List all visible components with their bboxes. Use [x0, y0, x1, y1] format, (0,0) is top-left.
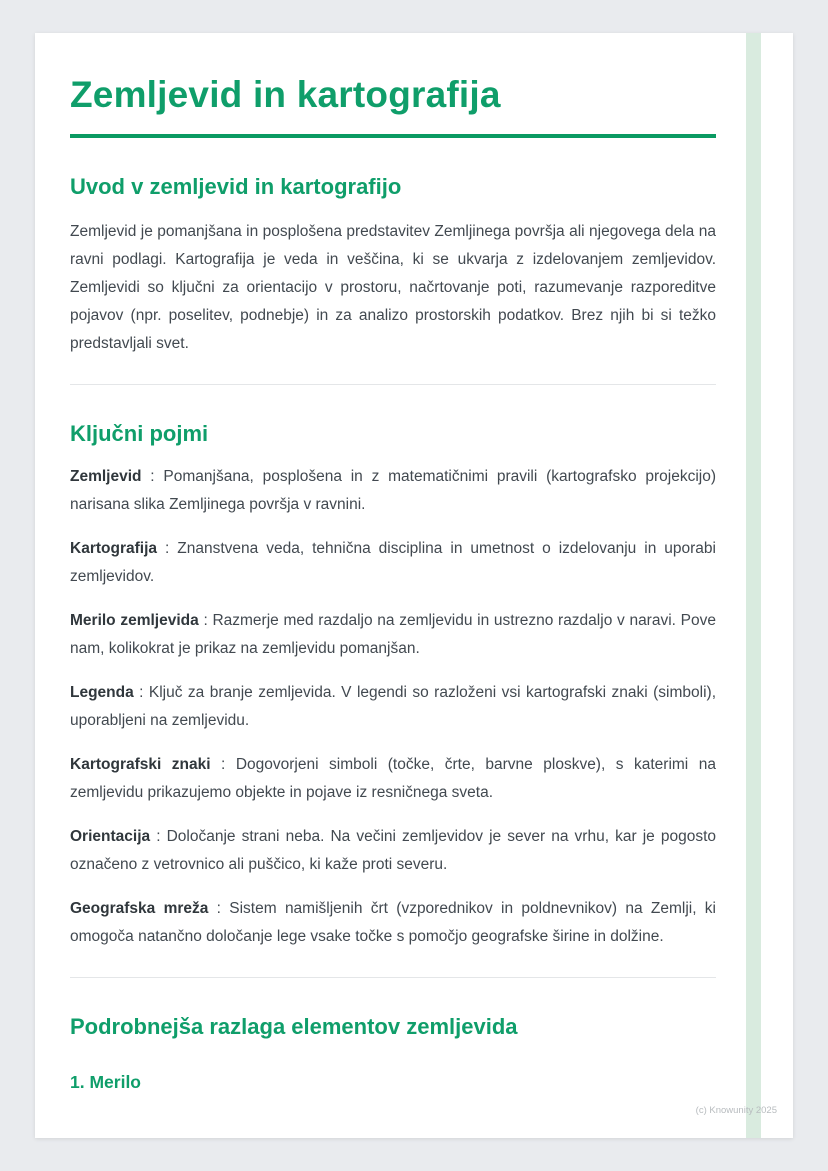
definition-term: Merilo zemljevida	[70, 611, 199, 629]
definition-item-geografska-mreza	[70, 895, 716, 951]
definition-text: : Znanstvena veda, tehnična disciplina in umetnost o izdelovanju in uporabi zemljevidov.	[70, 539, 716, 585]
section-heading-key-terms: Ključni pojmi	[70, 420, 209, 446]
definition-item-zemljevid	[70, 463, 716, 519]
definition-item-kartografija	[70, 535, 716, 591]
intro-paragraph: Zemljevid je pomanjšana in posplošena predstavitev Zemljinega površja ali njegovega dela na ravni podlagi. Kartografija je veda in veščina, ki se ukvarja z izdelovanjem zemljevidov. Zemljevidi so ključni za orientacijo v prostoru, načrtovanje poti, razumevanje razporeditve pojavov (npr. poselitev, podnebje) in za analizo prostorskih podatkov. Brez njih bi si težko predstavljali svet.	[70, 222, 716, 352]
right-accent-strip	[746, 33, 761, 1138]
definition-text: : Pomanjšana, posplošena in z matematičnimi pravili (kartografsko projekcijo) narisana slika Zemljinega površja v ravnini.	[70, 467, 716, 513]
definition-term: Orientacija	[70, 827, 151, 845]
copyright-footer: (c) Knowunity 2025	[695, 1105, 777, 1116]
subsection-heading-merilo: 1. Merilo	[70, 1071, 141, 1092]
definition-item-kartografski-znaki	[70, 751, 716, 807]
section-heading-intro: Uvod v zemljevid in kartografijo	[70, 173, 402, 199]
definition-term: Geografska mreža	[70, 899, 209, 917]
definition-term: Zemljevid	[70, 467, 142, 485]
definition-item-merilo-zemljevida	[70, 607, 716, 663]
definition-text: : Dogovorjeni simboli (točke, črte, barvne ploskve), s katerimi na zemljevidu prikazujemo objekte in pojave iz resničnega sveta.	[70, 755, 716, 801]
definition-text: : Določanje strani neba. Na večini zemljevidov je sever na vrhu, kar je pogosto označeno z vetrovnico ali puščico, ki kaže proti severu.	[70, 827, 716, 873]
title-underline-rule	[70, 134, 716, 138]
page-title: Zemljevid in kartografija	[70, 74, 501, 115]
section-divider	[70, 384, 716, 385]
definition-item-legenda	[70, 679, 716, 735]
definition-term: Kartografija	[70, 539, 157, 557]
section-divider	[70, 977, 716, 978]
definition-term: Legenda	[70, 683, 134, 701]
definition-text: : Razmerje med razdaljo na zemljevidu in ustrezno razdaljo v naravi. Pove nam, kolikokrat je prikaz na zemljevidu pomanjšan.	[70, 611, 716, 657]
definition-term: Kartografski znaki	[70, 755, 211, 773]
definition-item-orientacija	[70, 823, 716, 879]
document-page	[35, 33, 793, 1138]
definition-text: : Ključ za branje zemljevida. V legendi so razloženi vsi kartografski znaki (simboli), uporabljeni na zemljevidu.	[70, 683, 716, 729]
definition-text: : Sistem namišljenih črt (vzporednikov in poldnevnikov) na Zemlji, ki omogoča natančno določanje lege vsake točke s pomočjo geografske širine in dolžine.	[70, 899, 716, 945]
section-heading-details: Podrobnejša razlaga elementov zemljevida	[70, 1013, 518, 1039]
